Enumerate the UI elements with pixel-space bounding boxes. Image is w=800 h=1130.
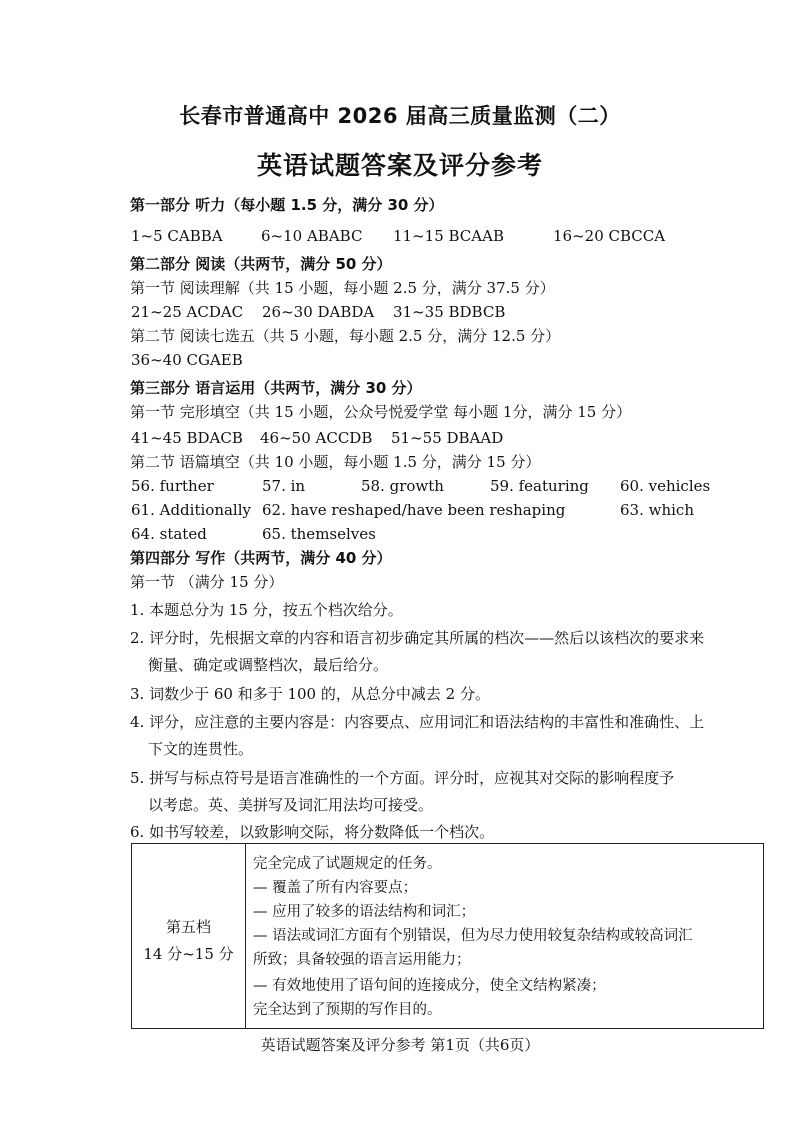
answer-group: 11~15 BCAAB	[393, 227, 504, 245]
document-title: 长春市普通高中 2026 届高三质量监测（二）	[179, 104, 621, 128]
fill-answer: 64. stated	[131, 525, 207, 543]
scoring-rule: 4. 评分，应注意的主要内容是：内容要点、应用词汇和语法结构的丰富性和准确性、上	[130, 713, 705, 731]
grade-criterion: — 语法或词汇方面有个别错误，但为尽力使用较复杂结构或较高词汇	[253, 928, 693, 944]
fill-answer: 57. in	[262, 477, 306, 495]
page-footer: 英语试题答案及评分参考 第1页（共6页）	[260, 1036, 540, 1054]
fill-answer: 62. have reshaped/have been reshaping	[262, 501, 566, 519]
part3-section2: 第二节 语篇填空（共 10 小题，每小题 1.5 分，满分 15 分）	[130, 453, 541, 471]
scoring-rule: 1. 本题总分为 15 分，按五个档次给分。	[130, 601, 403, 619]
answer-group: 41~45 BDACB	[131, 429, 243, 447]
answer-group: 1~5 CABBA	[131, 227, 223, 245]
part3-heading: 第三部分 语言运用（共两节，满分 30 分）	[130, 379, 422, 397]
grade-criterion: 完全完成了试题规定的任务。	[253, 856, 442, 872]
document-subtitle: 英语试题答案及评分参考	[256, 151, 543, 180]
answer-group: 31~35 BDBCB	[393, 303, 506, 321]
fill-answer: 63. which	[620, 501, 694, 519]
scoring-rule-continued: 下文的连贯性。	[148, 740, 254, 758]
fill-answer: 65. themselves	[262, 525, 376, 543]
part2-section1: 第一节 阅读理解（共 15 小题，每小题 2.5 分，满分 37.5 分）	[130, 279, 555, 297]
grading-table	[131, 843, 764, 1029]
grade-criterion: — 有效地使用了语句间的连接成分，使全文结构紧凑；	[253, 978, 606, 994]
fill-answer: 61. Additionally	[131, 501, 251, 519]
scoring-rule-continued: 衡量、确定或调整档次，最后给分。	[148, 656, 389, 674]
scoring-rule: 6. 如书写较差，以致影响交际，将分数降低一个档次。	[130, 823, 495, 841]
answer-group: 16~20 CBCCA	[553, 227, 666, 245]
grade-score-range: 14 分~15 分	[143, 945, 234, 963]
part1-heading: 第一部分 听力（每小题 1.5 分，满分 30 分）	[130, 196, 444, 214]
table-divider	[245, 844, 246, 1028]
scoring-rule: 5. 拼写与标点符号是语言准确性的一个方面。评分时，应视其对交际的影响程度予	[130, 769, 675, 787]
part3-section1: 第一节 完形填空（共 15 小题，公众号悦爱学堂 每小题 1分，满分 15 分）	[130, 403, 632, 421]
grade-criterion: — 应用了较多的语法结构和词汇；	[253, 904, 476, 920]
grade-criterion: 完全达到了预期的写作目的。	[253, 1002, 442, 1018]
part4-section1: 第一节 （满分 15 分）	[130, 573, 284, 591]
part2-heading: 第二部分 阅读（共两节，满分 50 分）	[130, 255, 392, 273]
scoring-rule: 2. 评分时，先根据文章的内容和语言初步确定其所属的档次——然后以该档次的要求来	[130, 629, 705, 647]
answer-group: 36~40 CGAEB	[131, 351, 243, 369]
scoring-rule: 3. 词数少于 60 和多于 100 的，从总分中减去 2 分。	[130, 685, 490, 703]
answer-group: 46~50 ACCDB	[260, 429, 373, 447]
scoring-rule-continued: 以考虑。英、美拼写及词汇用法均可接受。	[148, 796, 434, 814]
answer-group: 21~25 ACDAC	[131, 303, 244, 321]
fill-answer: 59. featuring	[490, 477, 589, 495]
answer-group: 26~30 DABDA	[262, 303, 375, 321]
fill-answer: 60. vehicles	[620, 477, 711, 495]
grade-level: 第五档	[165, 918, 211, 936]
answer-group: 51~55 DBAAD	[391, 429, 504, 447]
grade-criterion: 所致；具备较强的语言运用能力；	[253, 952, 471, 968]
answer-group: 6~10 ABABC	[261, 227, 363, 245]
fill-answer: 56. further	[131, 477, 214, 495]
grade-criterion: — 覆盖了所有内容要点；	[253, 880, 418, 896]
part4-heading: 第四部分 写作（共两节，满分 40 分）	[130, 549, 392, 567]
part2-section2: 第二节 阅读七选五（共 5 小题，每小题 2.5 分，满分 12.5 分）	[130, 327, 561, 345]
fill-answer: 58. growth	[361, 477, 444, 495]
